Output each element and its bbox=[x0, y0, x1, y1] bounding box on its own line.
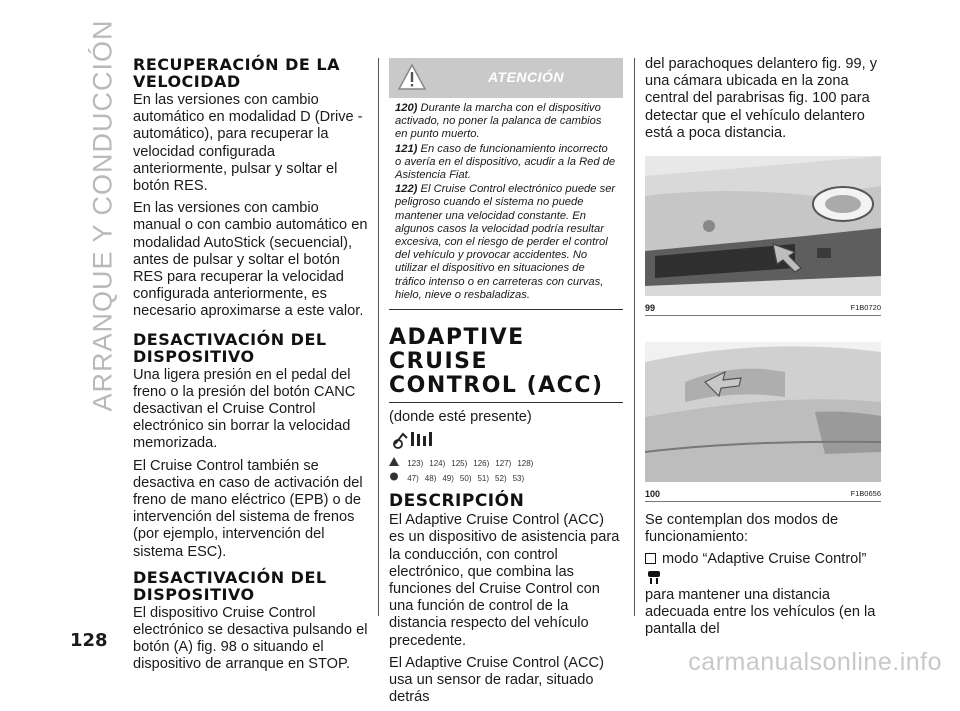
figure-99 bbox=[645, 156, 881, 316]
acc-steering-icon bbox=[389, 428, 439, 450]
section-desactivacion-1 bbox=[133, 331, 368, 561]
column-divider bbox=[634, 58, 635, 616]
column-right bbox=[645, 56, 881, 643]
paragraph: El Adaptive Cruise Control (ACC) es un dispositivo de asistencia para la conducción, con control electrónico, que combina las funciones del Cruise Control con una función de control de la distancia respecto del vehículo precedente. bbox=[389, 512, 620, 649]
acc-subtitle: (donde esté presente) bbox=[389, 409, 532, 426]
paragraph: El Cruise Control también se desactiva en caso de activación del freno de mano eléctrico (EPB) o de intervención del sistema de frenos (por ejemplo, intervención del sistema ESC). bbox=[133, 457, 363, 560]
info-icon bbox=[389, 472, 399, 481]
warning-header bbox=[389, 58, 623, 98]
acc-car-distance-icon bbox=[645, 569, 663, 585]
figure-number: 100 bbox=[645, 489, 661, 500]
paragraph: En las versiones con cambio automático en modalidad D (Drive - automático), para recuperar la velocidad configurada anteriormente, pulsar y soltar el botón RES. bbox=[133, 92, 363, 195]
paragraph: Una ligera presión en el pedal del freno o la presión del botón CANC desactivan el Cruise Control electrónico sin borrar la velocidad memorizada. bbox=[133, 366, 356, 452]
warning-item: 120) Durante la marcha con el dispositivo activado, no poner la palanca de cambios en punto muerto. bbox=[395, 102, 602, 141]
acc-title: ADAPTIVE CRUISE CONTROL (ACC) bbox=[389, 326, 623, 403]
warning-item: 121) En caso de funcionamiento incorrecto o avería en el dispositivo, acudir a la Red de Asistencia Fiat. bbox=[395, 142, 616, 182]
figure-100 bbox=[645, 342, 881, 502]
figure-code: F1B0656 bbox=[850, 489, 881, 499]
paragraph: El Adaptive Cruise Control (ACC) usa un sensor de radar, situado detrás bbox=[389, 654, 604, 706]
warning-title: ATENCIÓN bbox=[487, 69, 565, 85]
section-heading: DESACTIVACIÓN DEL DISPOSITIVO bbox=[133, 329, 327, 366]
figure-caption bbox=[645, 303, 881, 315]
car-front-bumper-image bbox=[645, 156, 881, 296]
paragraph: El dispositivo Cruise Control electrónico se desactiva pulsando el botón (A) fig. 98 o situando el dispositivo de arranque en STOP. bbox=[133, 604, 368, 673]
info-refs: 47) 48) 49) 50) 51) 52) 53) bbox=[389, 472, 623, 485]
figure-number: 99 bbox=[645, 303, 656, 314]
chapter-title: ARRANQUE Y CONDUCCIÓN bbox=[87, 19, 118, 412]
warning-box bbox=[389, 58, 623, 310]
section-desactivacion-2 bbox=[133, 569, 368, 674]
warning-triangle-icon bbox=[389, 457, 399, 466]
watermark: carmanualsonline.info bbox=[688, 648, 942, 676]
section-heading: DESACTIVACIÓN DEL DISPOSITIVO bbox=[133, 567, 327, 604]
warning-refs: 123) 124) 125) 126) 127) 128) bbox=[389, 457, 623, 470]
figure-caption bbox=[645, 489, 881, 501]
paragraph: En las versiones con cambio manual o con cambio automático en modalidad AutoStick (secuencial), antes de pulsar y soltar el botón RES para recuperar la velocidad configurada anteriormente, es necesario aproximarse a este valor. bbox=[133, 200, 368, 320]
section-recuperacion bbox=[133, 56, 368, 321]
page-number: 128 bbox=[70, 630, 108, 651]
description-heading: DESCRIPCIÓN bbox=[389, 491, 525, 512]
warning-body bbox=[389, 98, 623, 309]
section-heading: RECUPERACIÓN DE LA VELOCIDAD bbox=[133, 55, 340, 91]
column-divider bbox=[378, 58, 379, 616]
chapter-side-tab bbox=[78, 20, 118, 420]
mode-item: modo “Adaptive Cruise Control” bbox=[645, 551, 881, 586]
paragraph: Se contemplan dos modos de funcionamiento: bbox=[645, 512, 839, 546]
paragraph: para mantener una distancia adecuada entre los vehículos (en la pantalla del bbox=[645, 586, 876, 638]
warning-item: 122) El Cruise Control electrónico puede ser peligroso cuando el sistema no puede mantener una velocidad constante. En algunos casos la velocidad podría resultar excesiva, con el riesgo de perder el control del vehículo y provocar accidentes. No utilizar el dispositivo en situaciones de tráfico intenso o en carreteras con curvas, hielo, nieve o resbaladizas. bbox=[395, 183, 616, 301]
windshield-camera-image bbox=[645, 342, 881, 482]
paragraph: del parachoques delantero fig. 99, y una cámara ubicada en la zona central del parabrisas fig. 100 para detectar que el vehículo delantero está a poca distancia. bbox=[645, 56, 878, 141]
column-middle bbox=[389, 58, 623, 711]
column-left bbox=[133, 56, 368, 679]
figure-code: F1B0720 bbox=[850, 303, 881, 313]
bullet-square-icon bbox=[645, 553, 656, 564]
